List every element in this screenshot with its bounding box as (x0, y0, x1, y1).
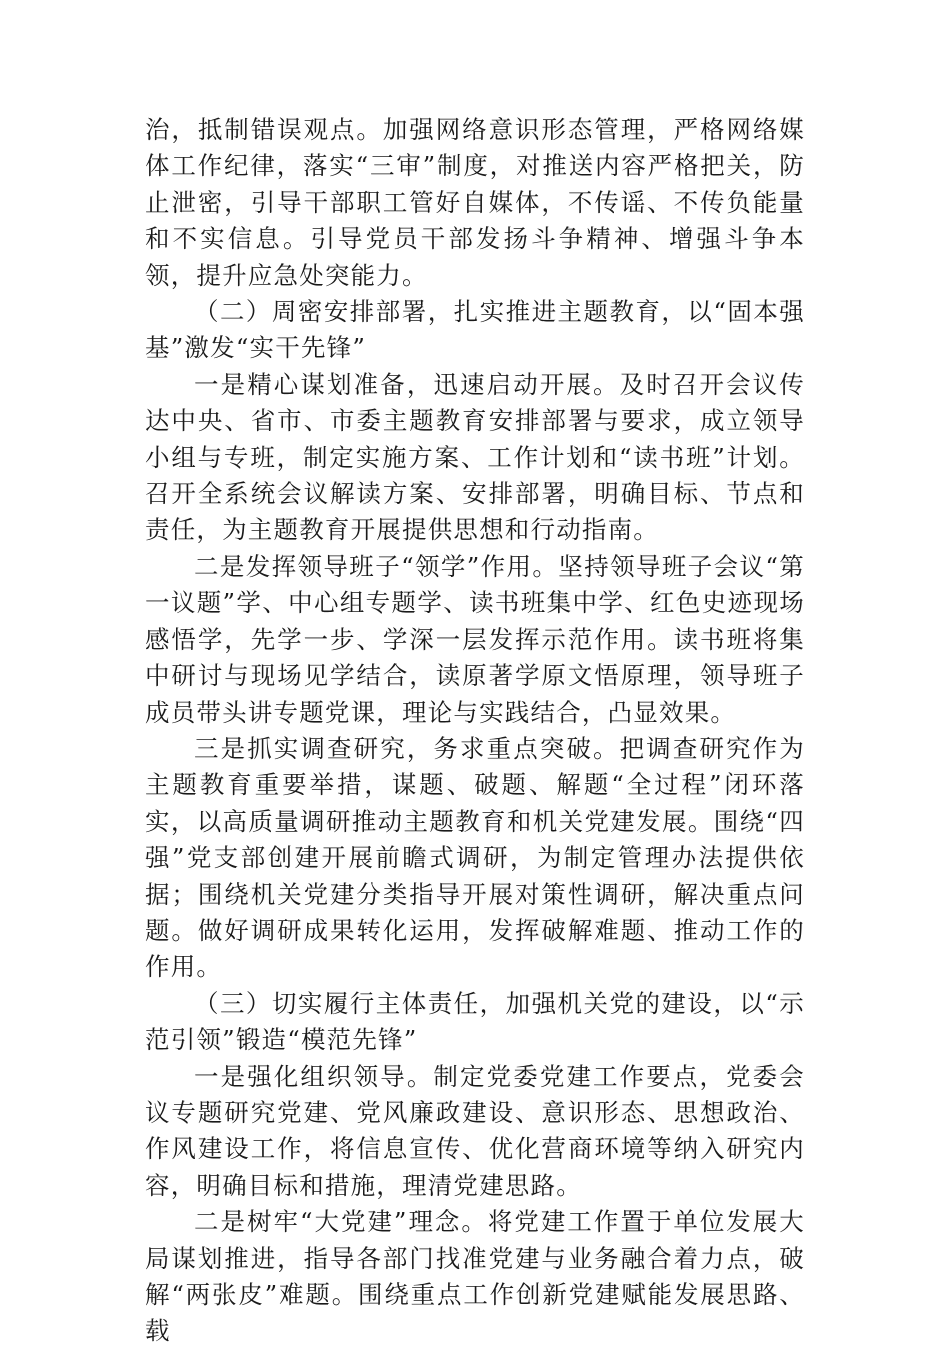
paragraph-continuation: 治，抵制错误观点。加强网络意识形态管理，严格网络媒体工作纪律，落实“三审”制度，对推送内容严格把关，防止泄密，引导干部职工管好自媒体，不传谣、不传负能量和不实信息。引导党员干部发扬斗争精神、增强斗争本领，提升应急处突能力。 (145, 115, 805, 290)
paragraph-item-4: 一是强化组织领导。制定党委党建工作要点，党委会议专题研究党建、党风廉政建设、意识形态、思想政治、作风建设工作，将信息宣传、优化营商环境等纳入研究内容，明确目标和措施，理清党建思路。 (145, 1061, 805, 1200)
paragraph-item-5: 二是树牢“大党建”理念。将党建工作置于单位发展大局谋划推进，指导各部门找准党建与业务融合着力点，破解“两张皮”难题。围绕重点工作创新党建赋能发展思路、载 (145, 1207, 805, 1346)
document-body (145, 112, 805, 1350)
paragraph-item-1: 一是精心谋划准备，迅速启动开展。及时召开会议传达中央、省市、市委主题教育安排部署与要求，成立领导小组与专班，制定实施方案、工作计划和“读书班”计划。召开全系统会议解读方案、安排部署，明确目标、节点和责任，为主题教育开展提供思想和行动指南。 (145, 369, 805, 545)
paragraph-item-2: 二是发挥领导班子“领学”作用。坚持领导班子会议“第一议题”学、中心组专题学、读书班集中学、红色史迹现场感悟学，先学一步、学深一层发挥示范作用。读书班将集中研讨与现场见学结合，读原著学原文悟原理，领导班子成员带头讲专题党课，理论与实践结合，凸显效果。 (145, 551, 805, 727)
paragraph-item-3: 三是抓实调查研究，务求重点突破。把调查研究作为主题教育重要举措，谋题、破题、解题“全过程”闭环落实，以高质量调研推动主题教育和机关党建发展。围绕“四强”党支部创建开展前瞻式调研，为制定管理办法提供依据；围绕机关党建分类指导开展对策性调研，解决重点问题。做好调研成果转化运用，发挥破解难题、推动工作的作用。 (145, 733, 805, 982)
section-heading-3: （三）切实履行主体责任，加强机关党的建设，以“示范引领”锻造“模范先锋” (145, 988, 805, 1055)
section-heading-2: （二）周密安排部署，扎实推进主题教育，以“固本强基”激发“实干先锋” (145, 297, 805, 363)
